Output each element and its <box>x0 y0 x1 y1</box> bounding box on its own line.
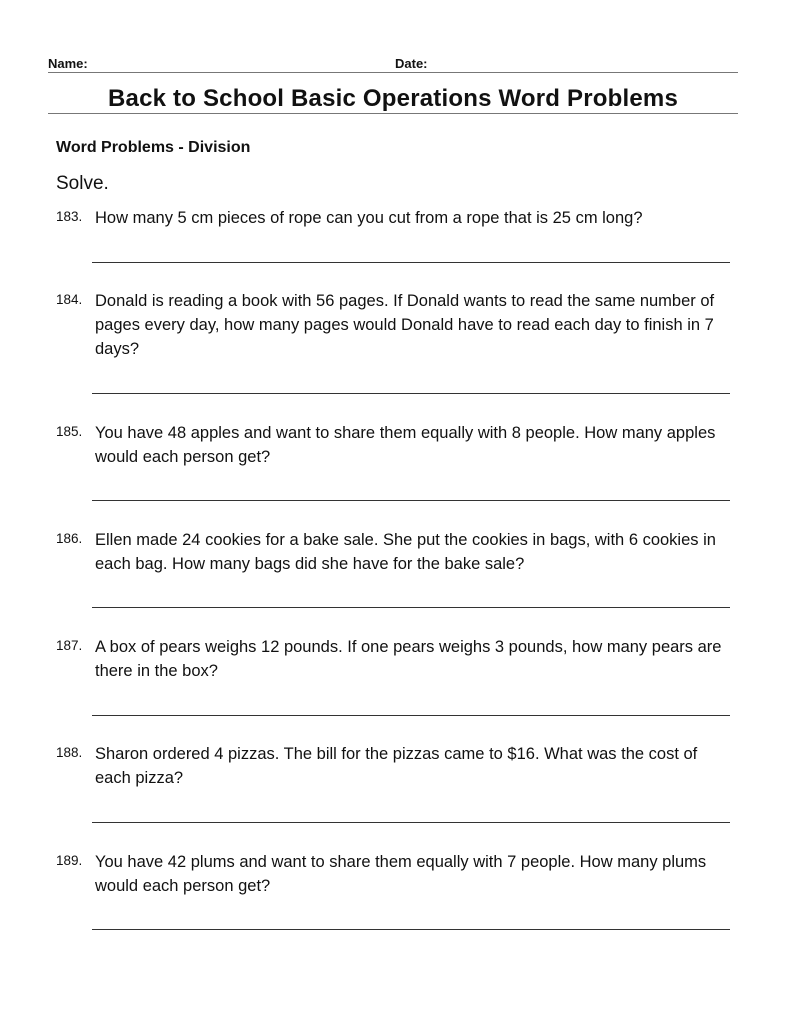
problem-text: How many 5 cm pieces of rope can you cut from a rope that is 25 cm long? <box>95 209 643 227</box>
name-label: Name: <box>48 56 88 71</box>
page-title: Back to School Basic Operations Word Problems <box>107 85 679 112</box>
problem-text: You have 48 apples and want to share them equally with 8 people. How many apples would each person get? <box>95 424 716 466</box>
answer-line-187[interactable] <box>92 715 730 716</box>
answer-line-184[interactable] <box>92 393 730 394</box>
problem-text: Ellen made 24 cookies for a bake sale. She put the cookies in bags, with 6 cookies in each bag. How many bags did she have for the bake sale? <box>95 531 716 573</box>
problem-number: 189. <box>56 853 83 868</box>
problem-text: Donald is reading a book with 56 pages. If Donald wants to read the same number of pages every day, how many pages would Donald have to read each day to finish in 7 days? <box>95 292 715 358</box>
answer-line-183[interactable] <box>92 262 730 263</box>
problem-number: 185. <box>56 424 83 439</box>
problem-text: You have 42 plums and want to share them equally with 7 people. How many plums would each person get? <box>95 853 707 895</box>
instruction-text: Solve. <box>56 173 109 194</box>
answer-line-189[interactable] <box>92 929 730 930</box>
problem-number: 187. <box>56 638 83 653</box>
problem-number: 188. <box>56 745 83 760</box>
answer-line-188[interactable] <box>92 822 730 823</box>
header-row <box>48 56 738 73</box>
title-divider <box>48 113 738 114</box>
answer-line-185[interactable] <box>92 500 730 501</box>
problem-text: A box of pears weighs 12 pounds. If one pears weighs 3 pounds, how many pears are there in the box? <box>95 638 722 680</box>
problem-number: 183. <box>56 209 83 224</box>
answer-line-186[interactable] <box>92 607 730 608</box>
problem-number: 184. <box>56 292 83 307</box>
section-heading: Word Problems - Division <box>56 139 251 156</box>
date-label: Date: <box>395 56 428 71</box>
problem-number: 186. <box>56 531 83 546</box>
problem-text: Sharon ordered 4 pizzas. The bill for the pizzas came to $16. What was the cost of each pizza? <box>95 745 698 787</box>
